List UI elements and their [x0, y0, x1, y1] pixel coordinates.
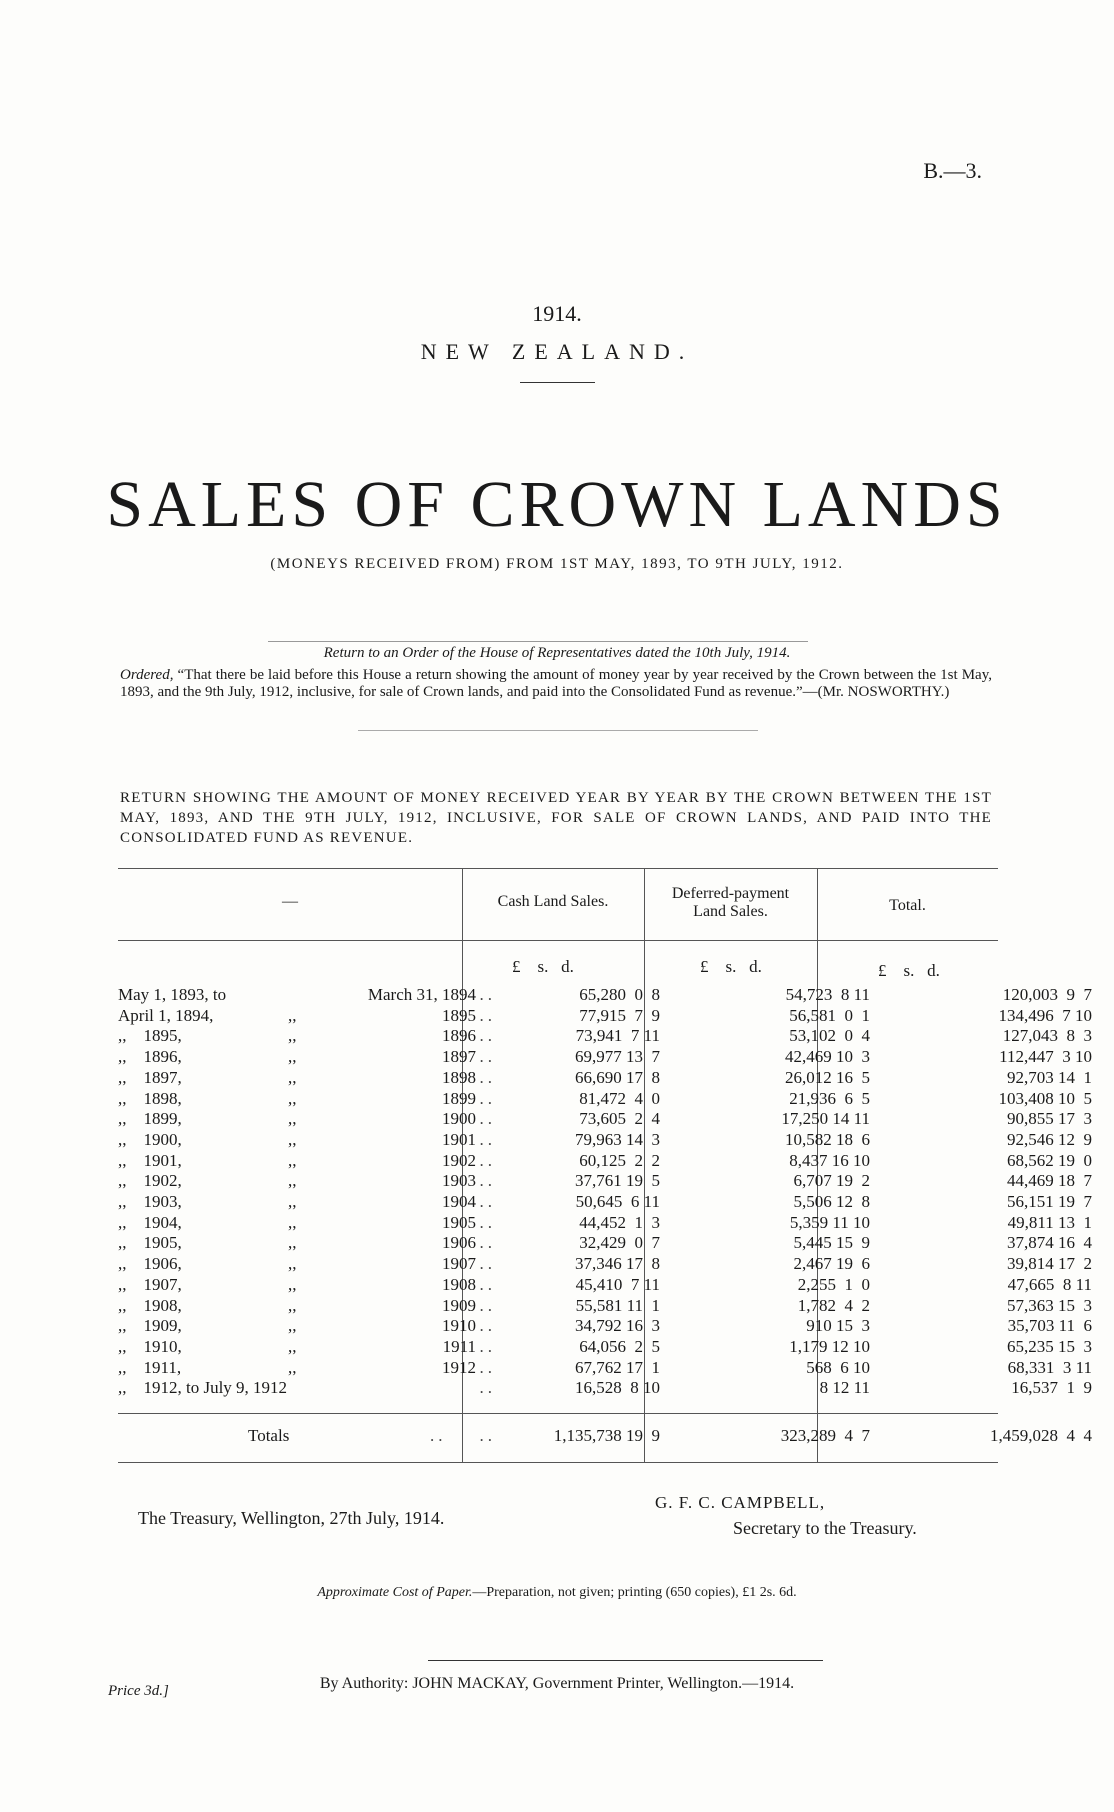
totals-row [118, 1425, 1092, 1446]
totals-deferred: 323,289 4 7 [780, 1426, 870, 1445]
row-leader-dots: .. [479, 985, 496, 1004]
row-cash-value: 50,645 6 11 [575, 1192, 660, 1211]
row-ditto-mark: ,, [288, 1233, 297, 1252]
row-period-from: ,, 1908, [118, 1296, 182, 1315]
table-row [118, 1088, 1092, 1109]
row-leader-dots: .. [479, 1089, 496, 1108]
row-leader-dots: .. [479, 1316, 496, 1335]
row-total-value: 112,447 3 10 [999, 1047, 1092, 1066]
table-row [118, 1377, 1092, 1398]
table-row [118, 984, 1092, 1005]
row-cash-value: 77,915 7 9 [579, 1006, 660, 1025]
row-period-from: ,, 1910, [118, 1337, 182, 1356]
year-heading: 1914. [532, 301, 582, 326]
row-leader-dots: .. [479, 1151, 496, 1170]
row-cash-value: 73,605 2 4 [579, 1109, 660, 1128]
row-deferred-value: 2,255 1 0 [797, 1275, 870, 1294]
row-leader-dots: .. [479, 1171, 496, 1190]
table-row [118, 1005, 1092, 1026]
row-leader-dots: .. [479, 1192, 496, 1211]
row-period-from: ,, 1904, [118, 1213, 182, 1232]
row-total-value: 57,363 15 3 [1007, 1296, 1092, 1315]
table-row [118, 1336, 1092, 1357]
row-cash-value: 69,977 13 7 [575, 1047, 660, 1066]
ordered-text: “That there be laid before this House a return showing the amount of money year by year received by the Crown between the 1st May, 1893, and the 9th July, 1912, inclusive, for sale of Crown lands, and paid into the Consolidated Fund as revenue.”—(Mr. NOSWORTHY.) [120, 667, 992, 700]
page-subtitle: (MONEYS RECEIVED FROM) FROM 1ST MAY, 1893, TO 9TH JULY, 1912. [270, 556, 844, 572]
table-row [118, 1315, 1092, 1336]
row-ditto-mark: ,, [288, 1068, 297, 1087]
totals-total: 1,459,028 4 4 [990, 1426, 1092, 1445]
row-leader-dots: .. [479, 1254, 496, 1273]
row-cash-value: 37,761 19 5 [575, 1171, 660, 1190]
row-period-from: ,, 1898, [118, 1089, 182, 1108]
row-cash-value: 45,410 7 11 [575, 1275, 660, 1294]
row-period-to: March 31, 1894 [367, 985, 476, 1004]
row-cash-value: 81,472 4 0 [579, 1089, 660, 1108]
page-reference: B.—3. [923, 158, 982, 183]
row-period-from: ,, 1896, [118, 1047, 182, 1066]
row-cash-value: 55,581 11 1 [575, 1296, 660, 1315]
cost-of-paper [0, 1585, 1114, 1601]
row-period-from: ,, 1907, [118, 1275, 182, 1294]
country-heading: NEW ZEALAND. [420, 339, 694, 364]
units-cash: £ s. d. [512, 957, 574, 976]
row-total-value: 35,703 11 6 [1007, 1316, 1092, 1335]
row-ditto-mark: ,, [288, 1296, 297, 1315]
col-header-cash: Cash Land Sales. [497, 893, 609, 910]
return-heading-text: RETURN SHOWING THE AMOUNT OF MONEY RECEIVED YEAR BY YEAR BY THE CROWN BETWEEN THE 1ST MAY, 1893, AND THE 9TH JULY, 1912, INCLUSIVE, FOR SALE OF CROWN LANDS, AND PAID INTO THE CONSOLIDATED FUND AS REVENUE. [120, 790, 992, 846]
row-deferred-value: 42,469 10 3 [785, 1047, 870, 1066]
table-row [118, 1253, 1092, 1274]
table-row [118, 1212, 1092, 1233]
row-period-from: ,, 1897, [118, 1068, 182, 1087]
row-leader-dots: .. [479, 1109, 496, 1128]
row-ditto-mark: ,, [288, 1213, 297, 1232]
row-total-value: 65,235 15 3 [1007, 1337, 1092, 1356]
row-period-from: ,, 1901, [118, 1151, 182, 1170]
price-note: Price 3d.] [108, 1683, 169, 1699]
row-total-value: 56,151 19 7 [1007, 1192, 1092, 1211]
row-leader-dots: .. [479, 1378, 496, 1397]
table-bottom-rule [118, 1462, 998, 1463]
units-total: £ s. d. [878, 961, 940, 980]
totals-label: Totals [248, 1426, 290, 1445]
table-row [118, 1274, 1092, 1295]
row-deferred-value: 1,179 12 10 [789, 1337, 870, 1356]
table-top-rule [118, 868, 998, 869]
col-header-deferred-line2: Land Sales. [693, 903, 768, 920]
row-total-value: 90,855 17 3 [1007, 1109, 1092, 1128]
row-ditto-mark: ,, [288, 1109, 297, 1128]
row-deferred-value: 1,782 4 2 [797, 1296, 870, 1315]
row-period-from: ,, 1909, [118, 1316, 182, 1335]
return-order-line: Return to an Order of the House of Representatives dated the 10th July, 1914. [323, 645, 791, 661]
row-deferred-value: 26,012 16 5 [785, 1068, 870, 1087]
row-total-value: 44,469 18 7 [1007, 1171, 1092, 1190]
row-period-to: 1904 [442, 1192, 476, 1211]
row-leader-dots: .. [479, 1296, 496, 1315]
row-period-to: 1905 [442, 1213, 476, 1232]
table-row [118, 1191, 1092, 1212]
row-period-from: ,, 1905, [118, 1233, 182, 1252]
row-cash-value: 16,528 8 10 [575, 1378, 660, 1397]
cost-label: Approximate Cost of Paper. [317, 1585, 473, 1600]
row-period-from: ,, 1903, [118, 1192, 182, 1211]
table-row [118, 1025, 1092, 1046]
row-period-to: 1908 [442, 1275, 476, 1294]
row-period-from: May 1, 1893, to [118, 985, 227, 1004]
row-deferred-value: 17,250 14 11 [781, 1109, 870, 1128]
printer-line: By Authority: JOHN MACKAY, Government Printer, Wellington.—1914. [319, 1675, 795, 1692]
row-period-from: ,, 1899, [118, 1109, 182, 1128]
row-leader-dots: .. [479, 1026, 496, 1045]
row-cash-value: 32,429 0 7 [579, 1233, 660, 1252]
row-ditto-mark: ,, [288, 1192, 297, 1211]
row-total-value: 92,546 12 9 [1007, 1130, 1092, 1149]
signature-place: The Treasury, Wellington, 27th July, 1914. [138, 1508, 445, 1528]
row-leader-dots: .. [479, 1337, 496, 1356]
row-cash-value: 79,963 14 3 [575, 1130, 660, 1149]
signature-title: Secretary to the Treasury. [733, 1518, 917, 1538]
row-period-to: 1903 [442, 1171, 476, 1190]
row-deferred-value: 5,506 12 8 [793, 1192, 870, 1211]
row-leader-dots: .. [479, 1233, 496, 1252]
row-period-to: 1896 [442, 1026, 476, 1045]
col-header-period: — [282, 893, 298, 910]
row-period-from: ,, 1911, [118, 1358, 182, 1377]
row-cash-value: 66,690 17 8 [575, 1068, 660, 1087]
row-period-from: ,, 1902, [118, 1171, 182, 1190]
row-period-to: 1912 [442, 1358, 476, 1377]
row-cash-value: 44,452 1 3 [579, 1213, 660, 1232]
row-total-value: 37,874 16 4 [1007, 1233, 1092, 1252]
ordered-paragraph [120, 667, 992, 701]
row-ditto-mark: ,, [288, 1006, 297, 1025]
table-row [118, 1129, 1092, 1150]
table-totals-rule [118, 1413, 998, 1414]
row-deferred-value: 8 12 11 [819, 1378, 870, 1397]
row-cash-value: 37,346 17 8 [575, 1254, 660, 1273]
units-deferred: £ s. d. [700, 957, 762, 976]
row-ditto-mark: ,, [288, 1171, 297, 1190]
totals-dots: .. .. [430, 1426, 496, 1445]
row-total-value: 68,331 3 11 [1007, 1358, 1092, 1377]
row-ditto-mark: ,, [288, 1358, 297, 1377]
row-total-value: 134,496 7 10 [998, 1006, 1092, 1025]
row-period-to: 1900 [442, 1109, 476, 1128]
col-header-total: Total. [889, 897, 926, 914]
row-period-from: ,, 1900, [118, 1130, 182, 1149]
table-row [118, 1170, 1092, 1191]
table-row [118, 1046, 1092, 1067]
divider [358, 730, 758, 731]
divider [268, 641, 808, 642]
col-header-deferred [644, 885, 817, 921]
row-leader-dots: .. [479, 1130, 496, 1149]
row-period-to: 1902 [442, 1151, 476, 1170]
row-total-value: 39,814 17 2 [1007, 1254, 1092, 1273]
row-ditto-mark: ,, [288, 1337, 297, 1356]
row-leader-dots: .. [479, 1358, 496, 1377]
row-total-value: 68,562 19 0 [1007, 1151, 1092, 1170]
row-ditto-mark: ,, [288, 1254, 297, 1273]
table-row [118, 1108, 1092, 1129]
row-total-value: 127,043 8 3 [1002, 1026, 1092, 1045]
row-ditto-mark: ,, [288, 1275, 297, 1294]
row-total-value: 49,811 13 1 [1007, 1213, 1092, 1232]
col-header-deferred-line1: Deferred-payment [671, 885, 790, 902]
row-cash-value: 65,280 0 8 [579, 985, 660, 1004]
totals-cash: 1,135,738 19 9 [553, 1426, 660, 1445]
row-period-from: ,, 1895, [118, 1026, 182, 1045]
table-row [118, 1357, 1092, 1378]
signature-name: G. F. C. CAMPBELL, [655, 1493, 826, 1512]
page-title: SALES OF CROWN LANDS [106, 468, 1008, 541]
cost-text: —Preparation, not given; printing (650 copies), £1 2s. 6d. [472, 1585, 797, 1600]
row-cash-value: 34,792 16 3 [575, 1316, 660, 1335]
row-leader-dots: .. [479, 1068, 496, 1087]
row-deferred-value: 56,581 0 1 [789, 1006, 870, 1025]
row-period-to: 1897 [442, 1047, 476, 1066]
divider [428, 1660, 823, 1661]
row-cash-value: 60,125 2 2 [579, 1151, 660, 1170]
row-period-from: ,, 1906, [118, 1254, 182, 1273]
row-leader-dots: .. [479, 1275, 496, 1294]
row-ditto-mark: ,, [288, 1316, 297, 1335]
row-ditto-mark: ,, [288, 1151, 297, 1170]
row-period-to: 1898 [442, 1068, 476, 1087]
row-total-value: 47,665 8 11 [1007, 1275, 1092, 1294]
row-deferred-value: 5,445 15 9 [793, 1233, 870, 1252]
row-deferred-value: 8,437 16 10 [789, 1151, 870, 1170]
row-total-value: 16,537 1 9 [1011, 1378, 1092, 1397]
return-heading [120, 788, 992, 848]
ordered-label: Ordered, [120, 667, 174, 683]
row-total-value: 103,408 10 5 [998, 1089, 1092, 1108]
row-period-to: 1906 [442, 1233, 476, 1252]
row-deferred-value: 21,936 6 5 [789, 1089, 870, 1108]
row-period-to: 1909 [442, 1296, 476, 1315]
row-period-from: April 1, 1894, [118, 1006, 214, 1025]
row-cash-value: 67,762 17 1 [575, 1358, 660, 1377]
row-ditto-mark: ,, [288, 1026, 297, 1045]
row-period-to: 1901 [442, 1130, 476, 1149]
row-leader-dots: .. [479, 1213, 496, 1232]
row-leader-dots: .. [479, 1047, 496, 1066]
row-period-to: 1910 [442, 1316, 476, 1335]
row-deferred-value: 2,467 19 6 [793, 1254, 870, 1273]
table-row [118, 1150, 1092, 1171]
row-cash-value: 73,941 7 11 [575, 1026, 660, 1045]
row-deferred-value: 53,102 0 4 [789, 1026, 870, 1045]
row-ditto-mark: ,, [288, 1089, 297, 1108]
row-deferred-value: 6,707 19 2 [793, 1171, 870, 1190]
row-period-to: 1899 [442, 1089, 476, 1108]
row-deferred-value: 54,723 8 11 [785, 985, 870, 1004]
row-deferred-value: 568 6 10 [806, 1358, 870, 1377]
table-row [118, 1232, 1092, 1253]
row-deferred-value: 10,582 18 6 [785, 1130, 870, 1149]
row-deferred-value: 5,359 11 10 [789, 1213, 870, 1232]
row-total-value: 92,703 14 1 [1007, 1068, 1092, 1087]
row-cash-value: 64,056 2 5 [579, 1337, 660, 1356]
row-ditto-mark: ,, [288, 1130, 297, 1149]
row-deferred-value: 910 15 3 [806, 1316, 870, 1335]
row-ditto-mark: ,, [288, 1047, 297, 1066]
row-total-value: 120,003 9 7 [1002, 985, 1092, 1004]
table-row [118, 1295, 1092, 1316]
row-leader-dots: .. [479, 1006, 496, 1025]
row-period-to: 1907 [442, 1254, 476, 1273]
row-period-to: 1895 [442, 1006, 476, 1025]
divider [520, 382, 595, 383]
row-period-from: ,, 1912, to July 9, 1912 [118, 1378, 288, 1397]
row-period-to: 1911 [442, 1337, 476, 1356]
table-header-rule [118, 940, 998, 941]
table-row [118, 1067, 1092, 1088]
